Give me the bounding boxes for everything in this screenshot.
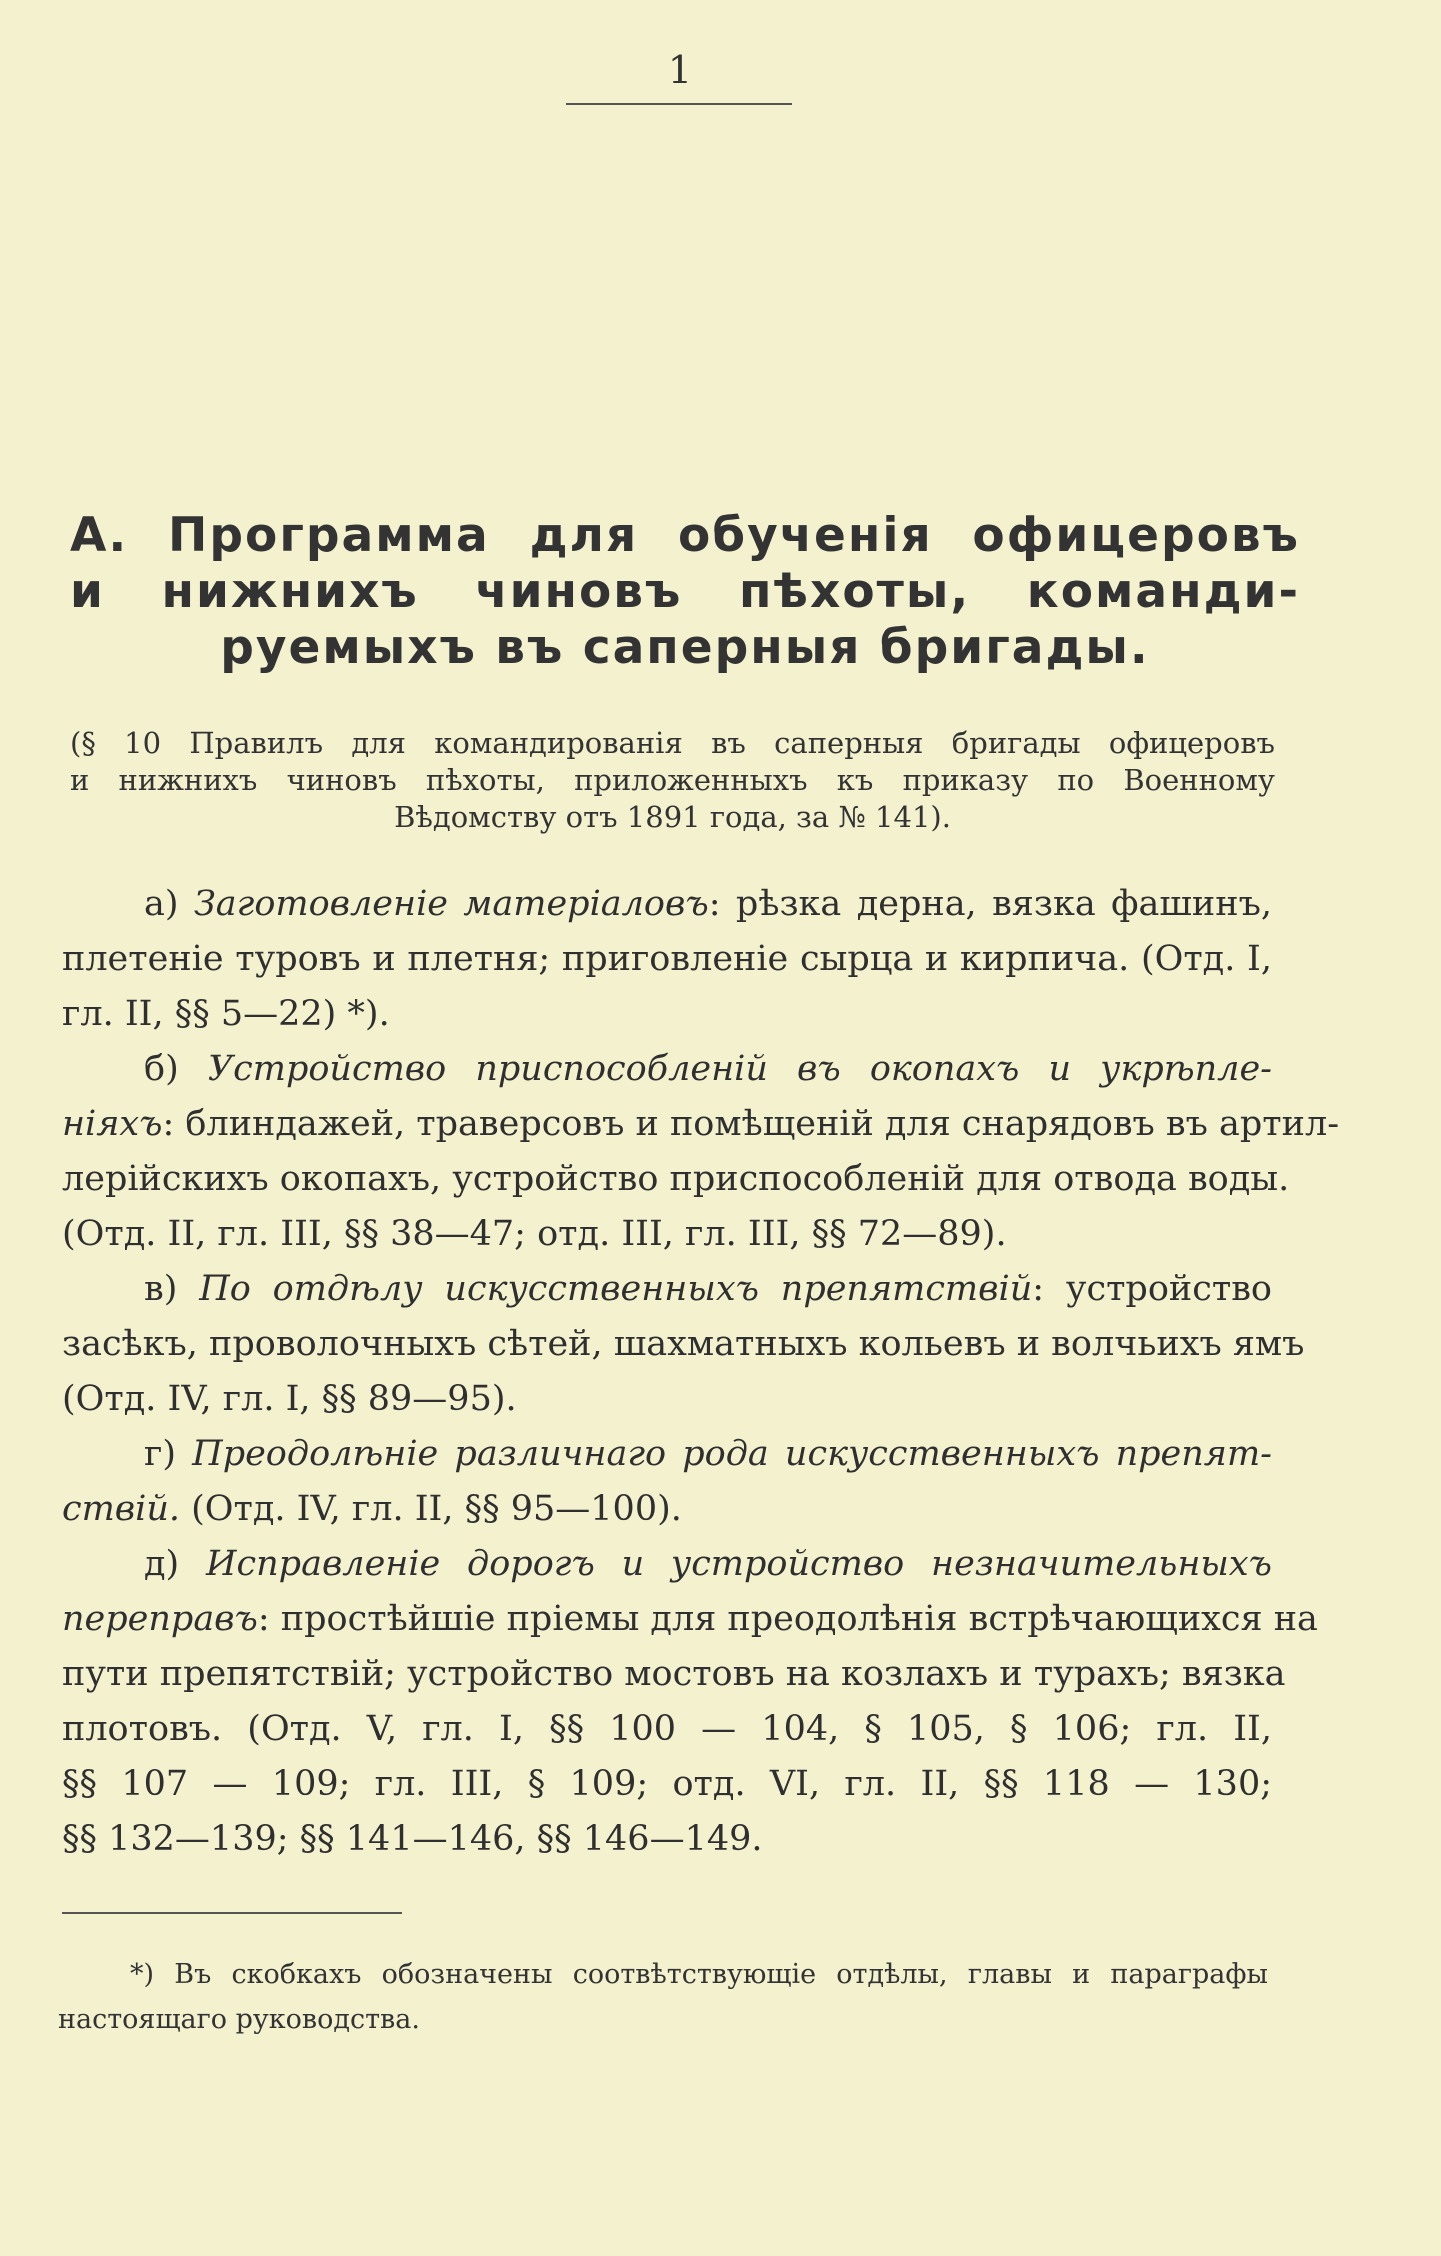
item-d-heading-2: переправъ xyxy=(62,1599,258,1639)
item-b-heading-2: ніяхъ xyxy=(62,1104,163,1144)
item-v-line-1 xyxy=(62,1262,1272,1317)
item-a-marker: а) xyxy=(144,884,179,924)
item-v-marker: в) xyxy=(144,1269,178,1309)
item-d-line-4: плотовъ. (Отд. V, гл. I, §§ 100 — 104, § 105, § 106; гл. II, xyxy=(62,1709,1272,1749)
title-line-1: А. Программа для обученія офицеровъ xyxy=(70,508,1300,563)
item-b-marker: б) xyxy=(144,1049,179,1089)
item-a-line-1 xyxy=(62,877,1272,932)
item-b-line-3: лерійскихъ окопахъ, устройство приспособленій для отвода воды. xyxy=(62,1159,1290,1199)
item-d-line-3: пути препятствій; устройство мостовъ на козлахъ и турахъ; вязка xyxy=(62,1654,1286,1694)
page-number: 1 xyxy=(667,48,693,92)
title-line-3: руемыхъ въ саперныя бригады. xyxy=(220,620,1150,675)
subtitle-line-3: Вѣдомству отъ 1891 года, за № 141). xyxy=(394,800,951,834)
item-a-heading: Заготовленіе матеріаловъ xyxy=(193,884,709,924)
title-line-2: и нижнихъ чиновъ пѣхоты, команди- xyxy=(70,564,1300,619)
item-a-line-2: плетеніе туровъ и плетня; приговленіе сырца и кирпича. (Отд. I, xyxy=(62,939,1272,979)
item-g-line-2 xyxy=(62,1482,1272,1537)
item-g-heading-1: Преодолѣніе различнаго рода искусственныхъ препят- xyxy=(192,1434,1272,1474)
item-a-line-3: гл. II, §§ 5—22) *). xyxy=(62,994,390,1034)
item-a-text: : рѣзка дерна, вязка фашинъ, xyxy=(708,884,1272,924)
item-d-line-5: §§ 107 — 109; гл. III, § 109; отд. VI, гл. II, §§ 118 — 130; xyxy=(62,1764,1272,1804)
item-v-line-3: (Отд. IV, гл. I, §§ 89—95). xyxy=(62,1379,517,1419)
item-v-heading: По отдѣлу искусственныхъ препятствій xyxy=(199,1269,1033,1309)
footnote-line-1: *) Въ скобкахъ обозначены соотвѣтствующіе отдѣлы, главы и параграфы xyxy=(130,1959,1268,1990)
item-b-line-4: (Отд. II, гл. III, §§ 38—47; отд. III, гл. III, §§ 72—89). xyxy=(62,1214,1007,1254)
footnote xyxy=(58,1952,1268,2042)
subtitle-line-2: и нижнихъ чиновъ пѣхоты, приложенныхъ къ приказу по Военному xyxy=(70,763,1275,797)
footnote-line-2: настоящаго руководства. xyxy=(58,2004,420,2035)
item-v-line-2: засѣкъ, проволочныхъ сѣтей, шахматныхъ кольевъ и волчьихъ ямъ xyxy=(62,1324,1305,1364)
item-b-line-2 xyxy=(62,1097,1340,1152)
item-d-line-6: §§ 132—139; §§ 141—146, §§ 146—149. xyxy=(62,1819,763,1859)
item-g-line-1 xyxy=(62,1427,1272,1482)
section-subtitle xyxy=(70,725,1275,836)
program-items xyxy=(62,877,1340,1867)
item-d-text: : простѣйшіе пріемы для преодолѣнія встрѣчающихся на xyxy=(257,1599,1318,1639)
item-v-text: : устройство xyxy=(1032,1269,1272,1309)
item-d-marker: д) xyxy=(144,1544,180,1584)
item-d-heading-1: Исправленіе дорогъ и устройство незначительныхъ xyxy=(206,1544,1272,1584)
footnote-rule xyxy=(62,1912,402,1914)
item-b-heading-1: Устройство приспособленій въ окопахъ и укрѣпле- xyxy=(207,1049,1272,1089)
item-d-line-2 xyxy=(62,1592,1318,1647)
item-g-marker: г) xyxy=(144,1434,176,1474)
item-b-text: : блиндажей, траверсовъ и помѣщеній для снарядовъ въ артил- xyxy=(162,1104,1340,1144)
section-title xyxy=(70,508,1300,676)
page-number-rule xyxy=(566,103,792,105)
item-b-line-1 xyxy=(62,1042,1272,1097)
item-d-line-1 xyxy=(62,1537,1272,1592)
item-g-heading-2: ствій. xyxy=(62,1489,181,1529)
subtitle-line-1: (§ 10 Правилъ для командированія въ саперныя бригады офицеровъ xyxy=(70,726,1275,760)
item-g-text: (Отд. IV, гл. II, §§ 95—100). xyxy=(180,1489,682,1529)
